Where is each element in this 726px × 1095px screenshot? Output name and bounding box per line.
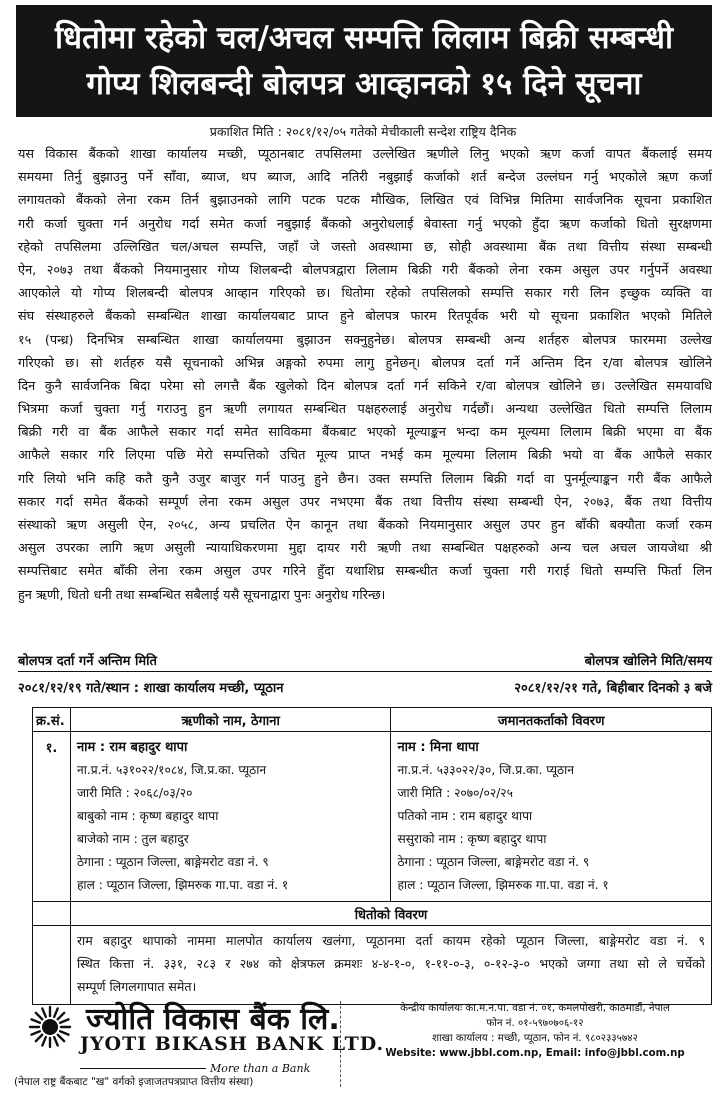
contact-block [355, 1001, 715, 1061]
collateral-header-row [33, 902, 712, 926]
collateral-line: राम बहादुर थापाको नाममा मालपोत कार्यालय खलंगा, प्यूठानमा दर्ता कायम रहेको प्यूठान जिल्ला, बाङ्गेमरोट वडा नं. ९ [76, 933, 705, 948]
guarantor-current-address: हाल : प्यूठान जिल्ला, झिमरुक गा.पा. वडा नं. १ [397, 878, 609, 892]
guarantor-father-in-law: ससुराको नाम : कृष्ण बहादुर थापा [397, 832, 547, 846]
notice-page [10, 5, 716, 1090]
tagline-rule [80, 1068, 206, 1069]
published-date: प्रकाशित मिति : २०८१/१२/०५ गतेको मेचीकाली सन्देश राष्ट्रिय दैनिक [209, 124, 517, 139]
bank-name-nepali: ज्योति विकास बैंक लि. [86, 1002, 340, 1037]
borrower-name: नाम : राम बहादुर थापा [76, 740, 188, 755]
borrower-issue-date: जारी मिति : २०६८/०३/२० [76, 786, 193, 800]
body-line: ऐन, २०७३ तथा बैंकको नियमानुसार गोप्य शिलबन्दी बोलपत्रद्वारा लिलाम बिक्री गरी बैंकको लेना रकम असुल उपर गर्नुपर्ने अवस्था [18, 262, 712, 278]
body-line: आएकोले यो गोप्य शिलबन्दी बोलपत्र आव्हान गरिएको छ। धितोमा रहेको तपसिलको सम्पत्ति सकार गरी लिन इच्छुक व्यक्ति वा [18, 286, 712, 302]
guarantor-issue-date: जारी मिति : २०७०/०२/२५ [397, 786, 513, 800]
notice-body [18, 143, 712, 653]
guarantor-details [391, 732, 712, 902]
head-office-phone: फोन नं. ०१-५९७०७०६-१२ [486, 1018, 584, 1029]
collateral-line: सम्पूर्ण लिगलगापात समेत। [76, 979, 197, 994]
sn-header: क्र.सं. [33, 708, 71, 732]
body-line: गरि लियो भनि कहि कतै कुनै उजुर बाजुर गर्न पाउनु हुने छैन। उक्त सम्पत्ति लिलाम बिक्री गर्दा वा पुनर्मूल्याङ्कन गरी बैंक आफैले [18, 471, 712, 487]
guarantor-husband: पतिको नाम : राम बहादुर थापा [397, 809, 533, 823]
opening-date-label: बोलपत्र खोलिने मिति/समय [584, 654, 712, 669]
collateral-row [33, 926, 712, 1005]
licence-note: (नेपाल राष्ट्र बैंकबाट "ख" वर्गको इजाजतपत्रप्राप्त वित्तीय संस्था) [14, 1076, 254, 1088]
row-serial: १. [33, 732, 71, 902]
body-line: सम्पत्तिबाट समेत बाँकी लेना रकम असुल उपर गरिने हुँदा यथाशिघ्र सम्बन्धीत कर्जा चुक्ता गरी गराई धितो सम्पत्ति फिर्ता लिन [18, 564, 712, 580]
body-line: समयमा तिर्नु बुझाउनु पर्ने साँवा, ब्याज, थप ब्याज, आदि नतिरी नबुझाई कर्जाको शर्त बन्देज उल्लंघन गर्नु भएकोले ऋण कर्जा [18, 170, 712, 186]
table-header-row [33, 708, 712, 732]
guarantor-name: नाम : मिना थापा [397, 740, 479, 755]
opening-date-value: २०८१/१२/२१ गते, बिहीबार दिनको ३ बजे [514, 681, 712, 696]
collateral-spacer [33, 902, 71, 926]
register-deadline-value: २०८१/१२/१९ गते/स्थान : शाखा कार्यालय मच्छी, प्यूठान [18, 681, 284, 696]
website-email: Website: www.jbbl.com.np, Email: info@jbbl.com.np [385, 1048, 685, 1059]
borrower-current-address: हाल : प्यूठान जिल्ला, झिमरुक गा.पा. वडा नं. १ [76, 878, 289, 892]
register-deadline-label: बोलपत्र दर्ता गर्ने अन्तिम मिति [18, 654, 157, 669]
notice-title-banner [16, 5, 712, 117]
body-line: दिन कुनै सार्वजनिक बिदा परेमा सो लगत्तै बैंक खुलेको दिन बोलपत्र दर्ता गर्न सकिने र/वा बोलपत्र खोलिने छ। उल्लेखित समयावधि [18, 378, 712, 394]
footer-divider [340, 1001, 341, 1087]
body-line: संघ संस्थाहरुले बैंकको सम्बन्धित शाखा कार्यालयबाट प्राप्त हुने बोलपत्र फारम रितपूर्वक भरी यो सूचना प्रकाशित भएको मितिले [18, 309, 712, 325]
table-row [33, 732, 712, 902]
head-office: केन्द्रीय कार्यालयः का.म.न.पा. वडा नं. ०१, कमलपोखरी, काठमाडौं, नेपाल [400, 1003, 670, 1014]
body-line: असुल उपरका लागि ऋण असुली न्यायाधिकरणमा मुद्दा दायर गरी ऋणी तथा सम्बन्धित पक्षहरुको अन्य चल अचल जायजेथा श्री [18, 541, 712, 557]
guarantor-address: ठेगाना : प्यूठान जिल्ला, बाङ्गेमरोट वडा नं. ९ [397, 855, 590, 869]
deadline-values [18, 678, 712, 698]
borrower-father: बाबुको नाम : कृष्ण बहादुर थापा [76, 809, 219, 823]
bank-footer [10, 997, 716, 1090]
notice-title-line-2: गोप्य शिलबन्दी बोलपत्र आव्हानको १५ दिने सूचना [86, 66, 642, 102]
collateral-spacer-2 [33, 926, 71, 1005]
body-line: गरी कर्जा चुक्ता गर्न अनुरोध गर्दा समेत कर्जा नबुझाई बैंकको अनुरोधलाई बेवास्ता गर्नु भएको हुँदा ऋण कर्जाको धितो सुरक्षणमा [18, 216, 712, 232]
collateral-line: स्थित कित्ता नं. ३३१, २८३ र २७४ को क्षेत्रफल क्रमशः ४-४-१-०, १-११-०-३, ०-१२-३-० भएको जग्गा तथा सो ले चर्चेको [76, 956, 705, 971]
bank-tagline: More than a Bank [210, 1062, 311, 1075]
collateral-header: धितोको विवरण [70, 902, 711, 926]
notice-title-line-1: धितोमा रहेको चल/अचल सम्पत्ति लिलाम बिक्री सम्बन्धी [54, 20, 674, 56]
jyoti-bank-logo-icon [28, 1005, 72, 1049]
collateral-description [70, 926, 711, 1005]
body-line: १५ (पन्ध्र) दिनभित्र सम्बन्धित शाखा कार्यालयमा बुझाउन सक्नुहुनेछ। बोलपत्र सम्बन्धी अन्य शर्तहरु बोलपत्र फारममा उल्लेख [18, 332, 712, 348]
body-line: आफैले सकार गरि लिएमा पछि मेरो सम्पत्तिको उचित मूल्य प्राप्त नभई कम मूल्यमा लिलाम बिक्री भयो वा बैंक आफैले सकार [18, 448, 712, 464]
body-line: गरिएको छ। सो शर्तहरु यसै सूचनाको अभिन्न अङ्गको रुपमा लागु हुनेछन्। बोलपत्र दर्ता गर्ने अन्तिम दिन र/वा बोलपत्र खोलिने [18, 355, 712, 371]
bank-name-english: JYOTI BIKASH BANK LTD. [80, 1033, 385, 1055]
borrower-address: ठेगाना : प्यूठान जिल्ला, बाङ्गेमरोट वडा नं. ९ [76, 855, 269, 869]
borrower-grandfather: बाजेको नाम : तुल बहादुर [76, 832, 189, 846]
body-line: यस विकास बैंकको शाखा कार्यालय मच्छी, प्यूठानबाट तपसिलमा उल्लेखित ऋणीले लिनु भएको ऋण कर्जा वापत बैंकलाई समय [18, 147, 712, 162]
deadline-divider [18, 671, 712, 672]
auction-details-table [32, 707, 712, 1005]
branch-office: शाखा कार्यालय : मच्छी, प्यूठान, फोन नं. ९८०२३३५७४२ [432, 1033, 638, 1044]
guarantor-header: जमानतकर्ताको विवरण [391, 708, 712, 732]
body-line: भित्रमा कर्जा चुक्ता गर्नु गराउनु हुन ऋणी लगायत सम्बन्धित पक्षहरुलाई अनुरोध गर्दछौं। अन्यथा उल्लेखित धितो सम्पत्ति लिलाम [18, 402, 712, 418]
body-line: हुन ऋणी, धितो धनी तथा सम्बन्धित सबैलाई यसै सूचनाद्वारा पुनः अनुरोध गरिन्छ। [18, 587, 386, 603]
body-line: रहेको तपसिलमा उल्लिखित चल/अचल सम्पत्ति, जहाँ जे जस्तो अवस्थामा छ, सोही अवस्थामा बैंक तथा वित्तीय संस्था सम्बन्धी [18, 239, 712, 255]
body-line: बिक्री गरी वा बैंक आफैले सकार गर्दा समेत साविकमा बैंकबाट भएको मूल्याङ्कन भन्दा कम मूल्यमा लिलाम बिक्री भएमा वा बैंक [18, 425, 712, 441]
deadline-labels [18, 651, 712, 671]
borrower-details [70, 732, 391, 902]
body-line: लगायतको बैंकको लेना रकम तिर्न बुझाउनको लागि पटक पटक मौखिक, लिखित एवं विभिन्न मितिमा सार्वजनिक सूचना प्रकाशित [18, 193, 712, 209]
body-line: सकार गर्दा समेत बैंकको सम्पूर्ण लेना रकम असुल उपर नभएमा बैंक तथा वित्तीय संस्था सम्बन्धी ऐन, २०७३, बैंक तथा वित्तीय [18, 494, 712, 510]
borrower-header: ऋणीको नाम, ठेगाना [70, 708, 391, 732]
body-line: संस्थाको ऋण असुली ऐन, २०५८, अन्य प्रचलित ऐन कानून तथा बैंकको नियमानुसार असुल उपर हुन बाँकी बक्यौता कर्जा रकम [18, 518, 712, 533]
guarantor-citizenship: ना.प्र.नं. ५३३०२२/३०, जि.प्र.का. प्यूठान [397, 763, 575, 777]
borrower-citizenship: ना.प्र.नं. ५३१०२२/१०८४, जि.प्र.का. प्यूठान [76, 763, 267, 777]
